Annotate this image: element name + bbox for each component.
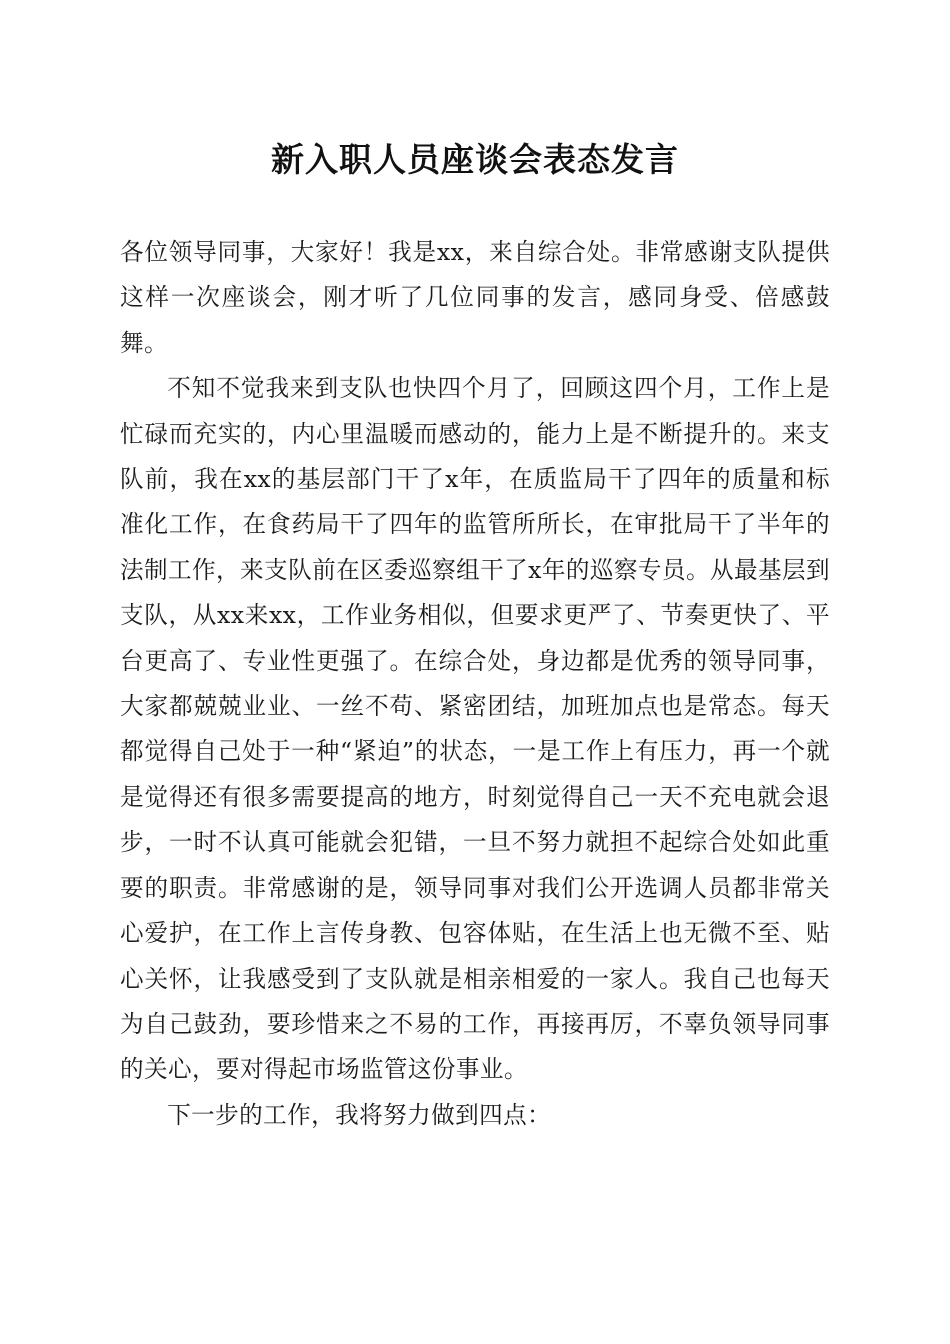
paragraph-next-steps: 下一步的工作，我将努力做到四点： [167, 1100, 552, 1129]
document-body [120, 230, 830, 1138]
paragraph-greeting: 各位领导同事，大家好！我是xx，来自综合处。非常感谢支队提供这样一次座谈会，刚才听了几位同事的发言，感同身受、倍感鼓舞。 [120, 238, 830, 357]
paragraph-reflection: 不知不觉我来到支队也快四个月了，回顾这四个月，工作上是忙碌而充实的，内心里温暖而感动的，能力上是不断提升的。来支队前，我在xx的基层部门干了x年，在质监局干了四年的质量和标准化工作，在食药局干了四年的监管所所长，在审批局干了半年的法制工作，来支队前在区委巡察组干了x年的巡察专员。从最基层到支队，从xx来xx，工作业务相似，但要求更严了、节奏更快了、平台更高了、专业性更强了。在综合处，身边都是优秀的领导同事，大家都兢兢业业、一丝不苟、紧密团结，加班加点也是常态。每天都觉得自己处于一种“紧迫”的状态，一是工作上有压力，再一个就是觉得还有很多需要提高的地方，时刻觉得自己一天不充电就会退步，一时不认真可能就会犯错，一旦不努力就担不起综合处如此重要的职责。非常感谢的是，领导同事对我们公开选调人员都非常关心爱护，在工作上言传身教、包容体贴，在生活上也无微不至、贴心关怀，让我感受到了支队就是相亲相爱的一家人。我自己也每天为自己鼓劲，要珍惜来之不易的工作，再接再厉，不辜负领导同事的关心，要对得起市场监管这份事业。 [120, 374, 830, 1084]
document-title: 新入职人员座谈会表态发言 [271, 140, 679, 179]
